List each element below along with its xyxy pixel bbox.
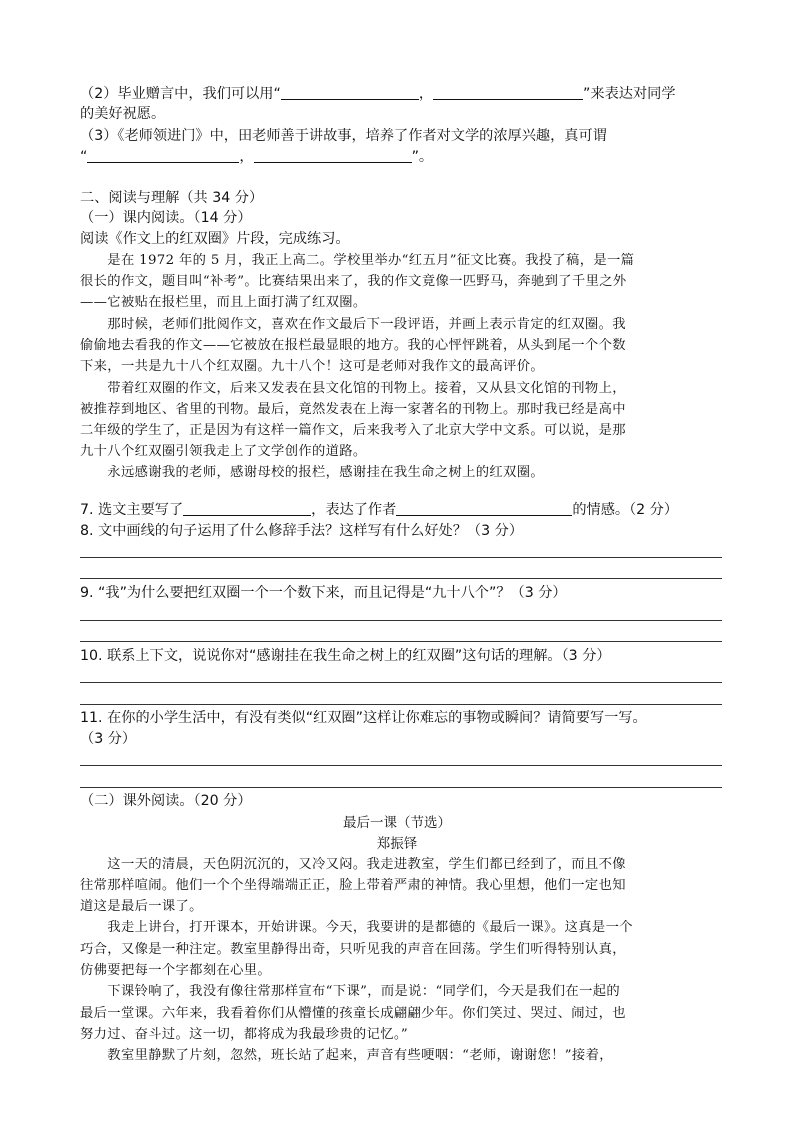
passage2-line: 教室里静默了片刻，忽然，班长站了起来，声音有些哽咽：“老师，谢谢您！”接着， xyxy=(80,1048,613,1063)
part-1-title: （一）课内阅读。（14 分） xyxy=(80,210,252,226)
q2-comma: ， xyxy=(418,86,434,102)
q7-part-c: 的情感。（2 分） xyxy=(572,502,679,518)
passage1-line: 是在 1972 年的 5 月，我正上高二。学校里举办“红五月”征文比赛。我投了稿，是一篇 xyxy=(80,253,635,268)
passage2-line: 努力过、奋斗过。这一切，都将成为我最珍贵的记忆。” xyxy=(80,1027,409,1042)
question-7 xyxy=(80,500,720,520)
q3-line-1: （3）《老师领进门》中，田老师善于讲故事，培养了作者对文学的浓厚兴趣，真可谓 xyxy=(80,128,607,144)
answer-line[interactable] xyxy=(80,787,722,788)
passage1-line: 那时候，老师们批阅作文，喜欢在作文最后下一段评语，并画上表示肯定的红双圈。我 xyxy=(80,317,626,332)
passage2-line: 往常那样喧闹。他们一个个坐得端端正正，脸上带着严肃的神情。我心里想，他们一定也知 xyxy=(80,878,626,893)
section-2-title: 二、阅读与理解（共 34 分） xyxy=(80,190,264,206)
q7-blank-2[interactable] xyxy=(396,500,572,516)
q7-part-a: 7. 选文主要写了 xyxy=(80,502,184,518)
passage1-line: 二年级的学生了，正是因为有这样一篇作文，后来我考入了北京大学中文系。可以说，是那 xyxy=(80,423,626,438)
q3-comma: ， xyxy=(239,149,254,165)
passage1-line: 被推荐到地区、省里的刊物。最后，竟然发表在上海一家著名的刊物上。那时我已经是高中 xyxy=(80,402,626,417)
passage2-line: 巧合，又像是一种注定。教室里静得出奇，只听见我的声音在回荡。学生们听得特别认真， xyxy=(80,942,626,957)
q7-part-b: ，表达了作者 xyxy=(311,502,397,518)
passage2-line: 道这是最后一课了。 xyxy=(80,899,203,914)
reading-instruction: 阅读《作文上的红双圈》片段，完成练习。 xyxy=(80,231,350,247)
q2-line xyxy=(80,84,720,104)
passage1-line: 九十八个红双圈引领我走上了文学创作的道路。 xyxy=(80,444,367,459)
q3-blank-1[interactable] xyxy=(87,147,239,163)
passage2-line: 我走上讲台，打开课本，开始讲课。今天，我要讲的是都德的《最后一课》。这真是一个 xyxy=(80,920,633,935)
q2-blank-1[interactable] xyxy=(281,84,419,100)
part-2-title: （二）课外阅读。（20 分） xyxy=(80,793,252,809)
passage1-line: 永远感谢我的老师，感谢母校的报栏，感谢挂在我生命之树上的红双圈。 xyxy=(80,465,544,480)
article-author: 郑振铎 xyxy=(376,836,418,852)
answer-line[interactable] xyxy=(80,682,722,683)
q3-open-quote: “ xyxy=(80,149,88,165)
passage2-line: 这一天的清晨，天色阴沉沉的，又冷又闷。我走进教室，学生们都已经到了，而且不像 xyxy=(80,857,626,872)
q3-close-quote: ”。 xyxy=(411,149,434,165)
answer-line[interactable] xyxy=(80,578,722,579)
question-8: 8. 文中画线的句子运用了什么修辞手法？这样写有什么好处？（3 分） xyxy=(80,523,524,539)
q3-blank-2[interactable] xyxy=(254,147,412,163)
passage1-line: 很长的作文，题目叫“补考”。比赛结果出来了，我的作文竟像一匹野马，奔驰到了千里之外 xyxy=(80,274,627,289)
answer-line[interactable] xyxy=(80,557,722,558)
passage2-line: 下课铃响了，我没有像往常那样宣布“下课”，而是说：“同学们，今天是我们在一起的 xyxy=(80,984,621,999)
answer-line[interactable] xyxy=(80,704,722,705)
question-9: 9. “我”为什么要把红双圈一个一个数下来，而且记得是“九十八个”？（3 分） xyxy=(80,585,567,601)
question-10: 10. 联系上下文，说说你对“感谢挂在我生命之树上的红双圈”这句话的理解。（3 分） xyxy=(80,648,611,664)
q2-cont: 的美好祝愿。 xyxy=(80,106,166,122)
passage1-line: 偷偷地去看我的作文——它被放在报栏最显眼的地方。我的心怦怦跳着，从头到尾一个个数 xyxy=(80,338,626,353)
question-11-line-1: 11. 在你的小学生活中，有没有类似“红双圈”这样让你难忘的事物或瞬间？请简要写一写。 xyxy=(80,710,647,726)
answer-line[interactable] xyxy=(80,620,722,621)
passage2-line: 最后一堂课。六年来，我看着你们从懵懂的孩童长成翩翩少年。你们笑过、哭过、闹过，也 xyxy=(80,1006,626,1021)
passage2-line: 仿佛要把每一个字都刻在心里。 xyxy=(80,963,272,978)
q3-line-2 xyxy=(80,147,720,167)
q2-blank-2[interactable] xyxy=(433,84,583,100)
passage1-line: 带着红双圈的作文，后来又发表在县文化馆的刊物上。接着，又从县文化馆的刊物上， xyxy=(80,381,626,396)
answer-line[interactable] xyxy=(80,765,722,766)
question-11-line-2: （3 分） xyxy=(80,731,137,747)
q2-prefix: （2）毕业赠言中，我们可以用“ xyxy=(80,86,281,102)
q2-suffix: ”来表达对同学 xyxy=(583,86,676,102)
answer-line[interactable] xyxy=(80,641,722,642)
passage1-line: 下来，一共是九十八个红双圈。九十八个！这可是老师对我作文的最高评价。 xyxy=(80,359,544,374)
article-title: 最后一课（节选） xyxy=(343,815,451,831)
q7-blank-1[interactable] xyxy=(183,500,311,516)
passage1-line: ——它被贴在报栏里，而且上面打满了红双圈。 xyxy=(80,295,367,310)
